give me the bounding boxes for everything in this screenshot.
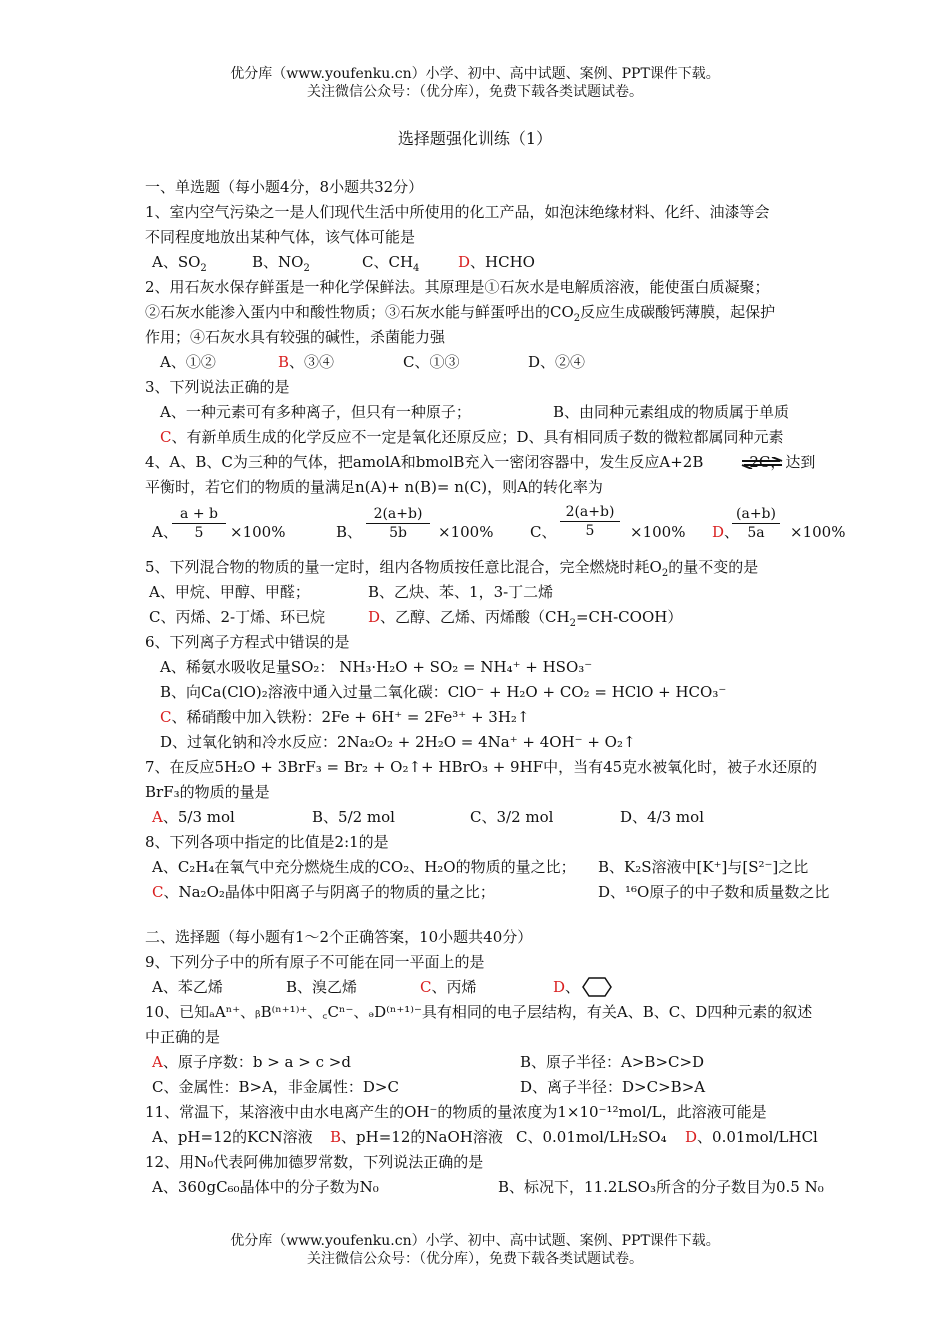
q11-stem: 11、常温下，某溶液中由水电离产生的OH⁻的物质的量浓度为1×10⁻¹²mol/L，此溶液可能是 [145, 1103, 767, 1121]
q2-stem-line-1: 2、用石灰水保存鲜蛋是一种化学保鲜法。其原理是①石灰水是电解质溶液，能使蛋白质凝聚； [145, 278, 770, 296]
q2-stem-line-2: ②石灰水能渗入蛋内中和酸性物质；③石灰水能与鲜蛋呼出的$CO_2$反应生成碳酸钙薄膜，起保护 [145, 303, 776, 324]
q4-option-d-label: D、 [712, 523, 740, 541]
reversible-arrow-icon [740, 457, 784, 469]
q4-option-b-fraction: 2(a+b) 5b [366, 506, 430, 541]
q4-option-c-label: C、 [530, 523, 557, 541]
q4-option-b-times: ×100% [438, 523, 494, 541]
q4-stem-line-2: 平衡时，若它们的物质的量满足n(A)+ n(B)= n(C)，则A的转化率为 [145, 478, 603, 496]
q12-option-b: B、标况下，11.2LSO₃所含的分子数目为0.5 N₀ [498, 1178, 824, 1196]
q6-option-d: D、过氧化钠和冷水反应：2Na₂O₂ + 2H₂O = 4Na⁺ + 4OH⁻ + O₂↑ [160, 733, 636, 751]
q4-option-d-times: ×100% [790, 523, 846, 541]
q10-option-c: C、金属性：B>A，非金属性：D>C [152, 1078, 399, 1096]
q10-option-b: B、原子半径：A>B>C>D [520, 1053, 705, 1071]
q1-option-a: A、$SO_2$ [152, 253, 207, 274]
header-line-1: 优分库（www.youfenku.cn）小学、初中、高中试题、案例、PPT课件下载。 [230, 66, 720, 82]
q4-option-c-fraction: 2(a+b) 5 [560, 504, 620, 539]
q7-stem-line-1: 7、在反应5H₂O + 3BrF₃ = Br₂ + O₂↑+ HBrO₃ + 9HF中，当有45克水被氧化时，被子水还原的 [145, 758, 818, 776]
q7-option-a: A、5/3 mol [152, 808, 235, 826]
q5-option-a: A、甲烷、甲醇、甲醛； [149, 583, 310, 601]
q12-stem: 12、用N₀代表阿佛加德罗常数，下列说法正确的是 [145, 1153, 484, 1171]
q10-option-d: D、离子半径：D>C>B>A [520, 1078, 706, 1096]
q8-option-d: D、¹⁶O原子的中子数和质量数之比 [598, 883, 830, 901]
section-1-heading: 一、单选题（每小题4分，8小题共32分） [145, 178, 424, 196]
q11-option-c: C、0.01mol/LH₂SO₄ [516, 1128, 667, 1146]
q4-option-a-fraction: a + b 5 [172, 506, 226, 541]
q9-option-d: D、 [553, 978, 581, 996]
q4-option-a-times: ×100% [230, 523, 286, 541]
q7-stem-line-2: BrF₃的物质的量是 [145, 783, 270, 801]
q3-option-c-d: C、有新单质生成的化学反应不一定是氧化还原反应；D、具有相同质子数的微粒都属同种元素 [160, 428, 784, 446]
q12-option-a: A、360gC₆₀晶体中的分子数为N₀ [152, 1178, 379, 1196]
q4-option-a-label: A、 [152, 523, 178, 541]
section-2-heading: 二、选择题（每小题有1～2个正确答案，10小题共40分） [145, 928, 533, 946]
q9-option-c: C、丙烯 [420, 978, 477, 996]
q3-option-b: B、由同种元素组成的物质属于单质 [553, 403, 790, 421]
q1-stem-line-1: 1、室内空气污染之一是人们现代生活中所使用的化工产品，如泡沫绝缘材料、化纤、油漆等会 [145, 203, 770, 221]
q2-stem-line-3: 作用；④石灰水具有较强的碱性，杀菌能力强 [145, 328, 446, 346]
q10-stem-line-1: 10、已知ₐAⁿ⁺、ᵦB⁽ⁿ⁺¹⁾⁺、꜀Cⁿ⁻、ₔD⁽ⁿ⁺¹⁾⁻具有相同的电子层结构，有关A、B、C、D四种元素的叙述 [145, 1003, 813, 1021]
q11-option-a: A、pH=12的KCN溶液 [152, 1128, 313, 1146]
q2-option-c: C、①③ [403, 353, 460, 371]
q4-option-c-times: ×100% [630, 523, 686, 541]
q9-option-a: A、苯乙烯 [152, 978, 223, 996]
q6-option-a: A、稀氨水吸收足量SO₂： NH₃·H₂O + SO₂ = NH₄⁺ + HSO₃⁻ [160, 658, 593, 676]
q2-option-a: A、①② [160, 353, 216, 371]
page-title: 选择题强化训练（1） [397, 129, 553, 148]
q2-option-d: D、②④ [528, 353, 586, 371]
q8-option-b: B、K₂S溶液中[K⁺]与[S²⁻]之比 [598, 858, 809, 876]
q5-option-c: C、丙烯、2-丁烯、环已烷 [149, 608, 326, 626]
q1-stem-line-2: 不同程度地放出某种气体，该气体可能是 [145, 228, 416, 246]
q4-option-b-label: B、 [336, 523, 363, 541]
q8-option-a: A、C₂H₄在氧气中充分燃烧生成的CO₂、H₂O的物质的量之比； [152, 858, 576, 876]
q9-stem: 9、下列分子中的所有原子不可能在同一平面上的是 [145, 953, 485, 971]
q3-stem: 3、下列说法正确的是 [145, 378, 290, 396]
q10-stem-line-2: 中正确的是 [145, 1028, 221, 1046]
q11-option-d: D、0.01mol/LHCl [685, 1128, 818, 1146]
q1-option-d: D、HCHO [458, 253, 535, 271]
header-line-2: 关注微信公众号：（优分库），免费下载各类试题试卷。 [307, 84, 643, 100]
cyclohexene-ring-icon [582, 977, 612, 997]
q4-option-d-fraction: (a+b) 5a [732, 506, 780, 541]
q7-option-d: D、4/3 mol [620, 808, 704, 826]
q4-stem-line-1: 4、A、B、C为三种的气体，把amolA和bmolB充入一密闭容器中，发生反应A+2B 2C，达到 [145, 453, 816, 471]
q6-option-c: C、稀硝酸中加入铁粉：2Fe + 6H⁺ = 2Fe³⁺ + 3H₂↑ [160, 708, 530, 726]
q8-option-c: C、Na₂O₂晶体中阳离子与阴离子的物质的量之比； [152, 883, 495, 901]
footer-line-1: 优分库（www.youfenku.cn）小学、初中、高中试题、案例、PPT课件下载。 [230, 1233, 720, 1249]
q11-option-b: B、pH=12的NaOH溶液 [330, 1128, 503, 1146]
q6-stem: 6、下列离子方程式中错误的是 [145, 633, 350, 651]
q1-option-c: C、$CH_4$ [362, 253, 420, 274]
q8-stem: 8、下列各项中指定的比值是2:1的是 [145, 833, 389, 851]
q5-stem: 5、下列混合物的物质的量一定时，组内各物质按任意比混合，完全燃烧时耗$O_2$的量不变的是 [145, 558, 759, 579]
q7-option-c: C、3/2 mol [470, 808, 554, 826]
q1-option-b: B、$NO_2$ [252, 253, 310, 274]
q3-option-a: A、一种元素可有多种离子，但只有一种原子； [160, 403, 471, 421]
q9-option-b: B、溴乙烯 [286, 978, 358, 996]
q5-option-b: B、乙炔、苯、1，3-丁二烯 [368, 583, 554, 601]
q2-option-b: B、③④ [278, 353, 335, 371]
q10-option-a: A、原子序数：b > a > c >d [152, 1053, 351, 1071]
q5-option-d: D、乙醇、乙烯、丙烯酸$(CH_2=CH-COOH)$ [368, 608, 683, 629]
q6-option-b: B、向Ca(ClO)₂溶液中通入过量二氧化碳：ClO⁻ + H₂O + CO₂ = HClO + HCO₃⁻ [160, 683, 727, 701]
footer-line-2: 关注微信公众号：（优分库），免费下载各类试题试卷。 [307, 1251, 643, 1267]
q7-option-b: B、5/2 mol [312, 808, 395, 826]
